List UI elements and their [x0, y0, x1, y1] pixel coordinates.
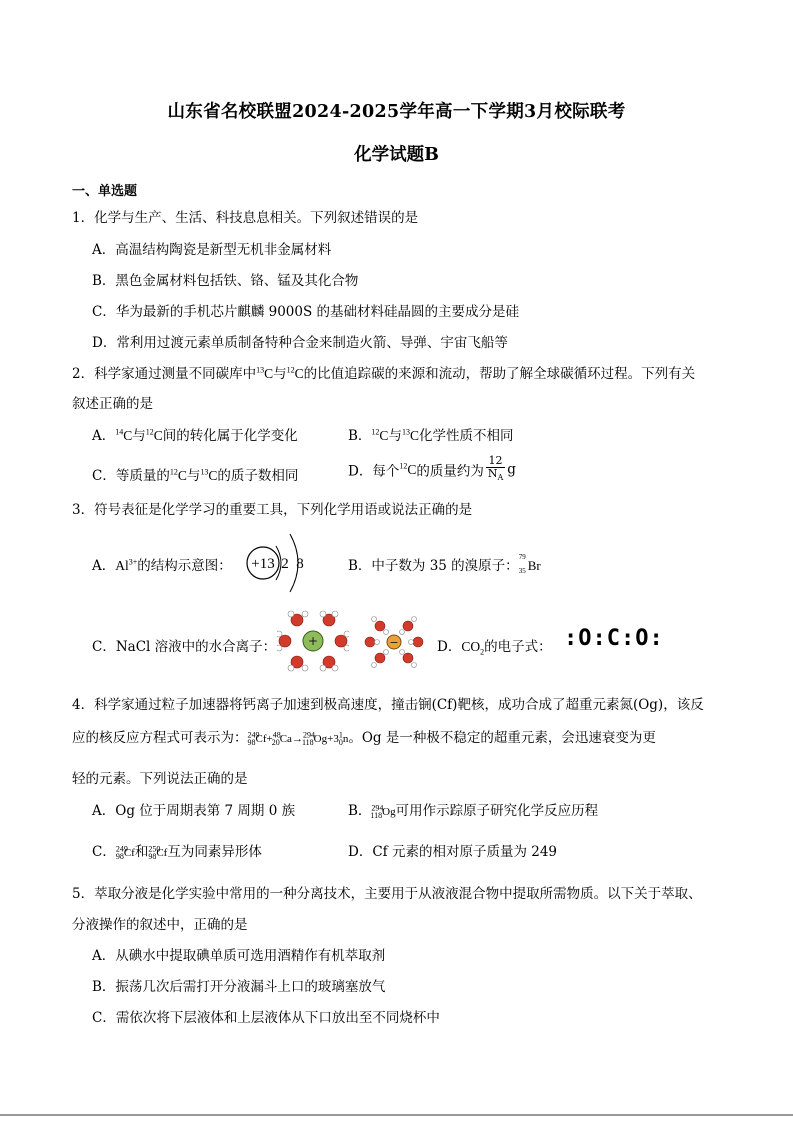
question-3-option-d: D．$CO_2$的电子式： [437, 639, 552, 657]
question-2-stem-line2: 叙述正确的是 [72, 396, 153, 412]
question-4-line2: 应的核反应方程式可表示为：$^{249}_{98}Cf+^{48}_{20}Ca\to^{294}_{118}Og+3^1_0n$。Og 是一种极不稳定的超重元素，会迅速衰变为更 [72, 730, 656, 748]
question-4-option-a: A．Og 位于周期表第 7 周期 0 族 [92, 803, 296, 819]
question-5-option-c: C．需依次将下层液体和上层液体从下口放出至不同烧杯中 [92, 1010, 440, 1026]
question-3-stem: 3．符号表征是化学学习的重要工具，下列化学用语或说法正确的是 [72, 502, 473, 518]
q2-stem-text-a: 2．科学家通过测量不同碳库中 [72, 366, 257, 382]
nuclear-equation: $^{249}_{98}Cf+^{48}_{20}Ca\to^{294}_{118}Og+3^1_0n$ [247, 730, 349, 748]
hydrated-anion-diagram [362, 614, 426, 670]
question-1-stem: 1．化学与生产、生活、科技息息相关。下列叙述错误的是 [72, 210, 419, 226]
exam-title: 山东省名校联盟2024-2025学年高一下学期3月校际联考 [167, 102, 626, 122]
mass-fraction: $\frac{12}{N_A}$ [487, 454, 504, 483]
question-4-line1: 4．科学家通过粒子加速器将钙离子加速到极高速度，撞击锎(Cf)靶核，成功合成了超重元素氮(Og)，该反 [72, 697, 704, 713]
question-2-option-d: D．每个$^{12}$C的质量约为 $\frac{12}{N_A}$ g [348, 454, 516, 483]
question-5-option-b: B．振荡几次后需打开分液漏斗上口的玻璃塞放气 [92, 979, 386, 995]
question-2-option-c: C．等质量的$^{12}$C与$^{13}$C的质子数相同 [92, 467, 299, 484]
question-2-stem [72, 362, 695, 382]
question-5-option-a: A．从碘水中提取碘单质可选用酒精作有机萃取剂 [92, 948, 386, 964]
question-5-line1: 5．萃取分液是化学实验中常用的一种分离技术，主要用于从液液混合物中提取所需物质。以下关于萃取、 [72, 886, 702, 902]
question-1-option-a: A．高温结构陶瓷是新型无机非金属材料 [92, 242, 332, 258]
cation-sign: + [307, 634, 319, 648]
isotope-c12: $^{12}$C [286, 365, 304, 381]
co2-lewis-structure: :O:C:O: [564, 626, 664, 651]
question-1-option-d: D．常利用过渡元素单质制备特种合金来制造火箭、导弹、宇宙飞船等 [92, 335, 508, 351]
question-4-option-b: B．$^{294}_{118}$Og可用作示踪原子研究化学反应历程 [348, 803, 599, 821]
shell-2-electrons: 8 [296, 556, 304, 572]
q2-stem-text-b: 的比值追踪碳的来源和流动，帮助了解全球碳循环过程。下列有关 [303, 366, 696, 382]
question-4-line3: 轻的元素。下列说法正确的是 [72, 771, 248, 787]
page-bottom-divider [0, 1114, 793, 1116]
question-3-option-b: B．中子数为 35 的溴原子： 79 35 Br [348, 552, 541, 575]
question-1-option-c: C．华为最新的手机芯片麒麟 9000S 的基础材料硅晶圆的主要成分是硅 [92, 304, 520, 320]
question-1-option-b: B．黑色金属材料包括铁、铬、锰及其化合物 [92, 273, 359, 289]
hydrated-cation-diagram [277, 610, 349, 672]
q2-stem-text-mid: 与 [273, 366, 287, 382]
question-5-line2: 分液操作的叙述中，正确的是 [72, 917, 248, 933]
al3-structure-diagram [240, 528, 312, 598]
question-2-option-b: B．$^{12}$C与$^{13}$C化学性质不相同 [348, 427, 514, 444]
section-heading: 一、单选题 [72, 184, 138, 199]
anion-sign: − [389, 636, 399, 649]
question-4-option-c: C．$^{249}_{98}$Cf和$^{250}_{98}$Cf互为同素异形体 [92, 844, 262, 862]
question-3-option-c: C．NaCl 溶液中的水合离子： [92, 639, 277, 655]
isotope-c13: $^{13}$C [256, 365, 274, 381]
question-3-option-a: A．$Al^{3+}$的结构示意图： [92, 557, 232, 574]
shell-1-electrons: 2 [281, 556, 289, 572]
question-4-option-d: D．Cf 元素的相对原子质量为 249 [348, 844, 557, 860]
question-2-option-a: A．$^{14}$C与$^{12}$C间的转化属于化学变化 [92, 427, 298, 444]
exam-subtitle: 化学试题B [354, 145, 439, 165]
nucleus-charge: +13 [251, 556, 275, 572]
